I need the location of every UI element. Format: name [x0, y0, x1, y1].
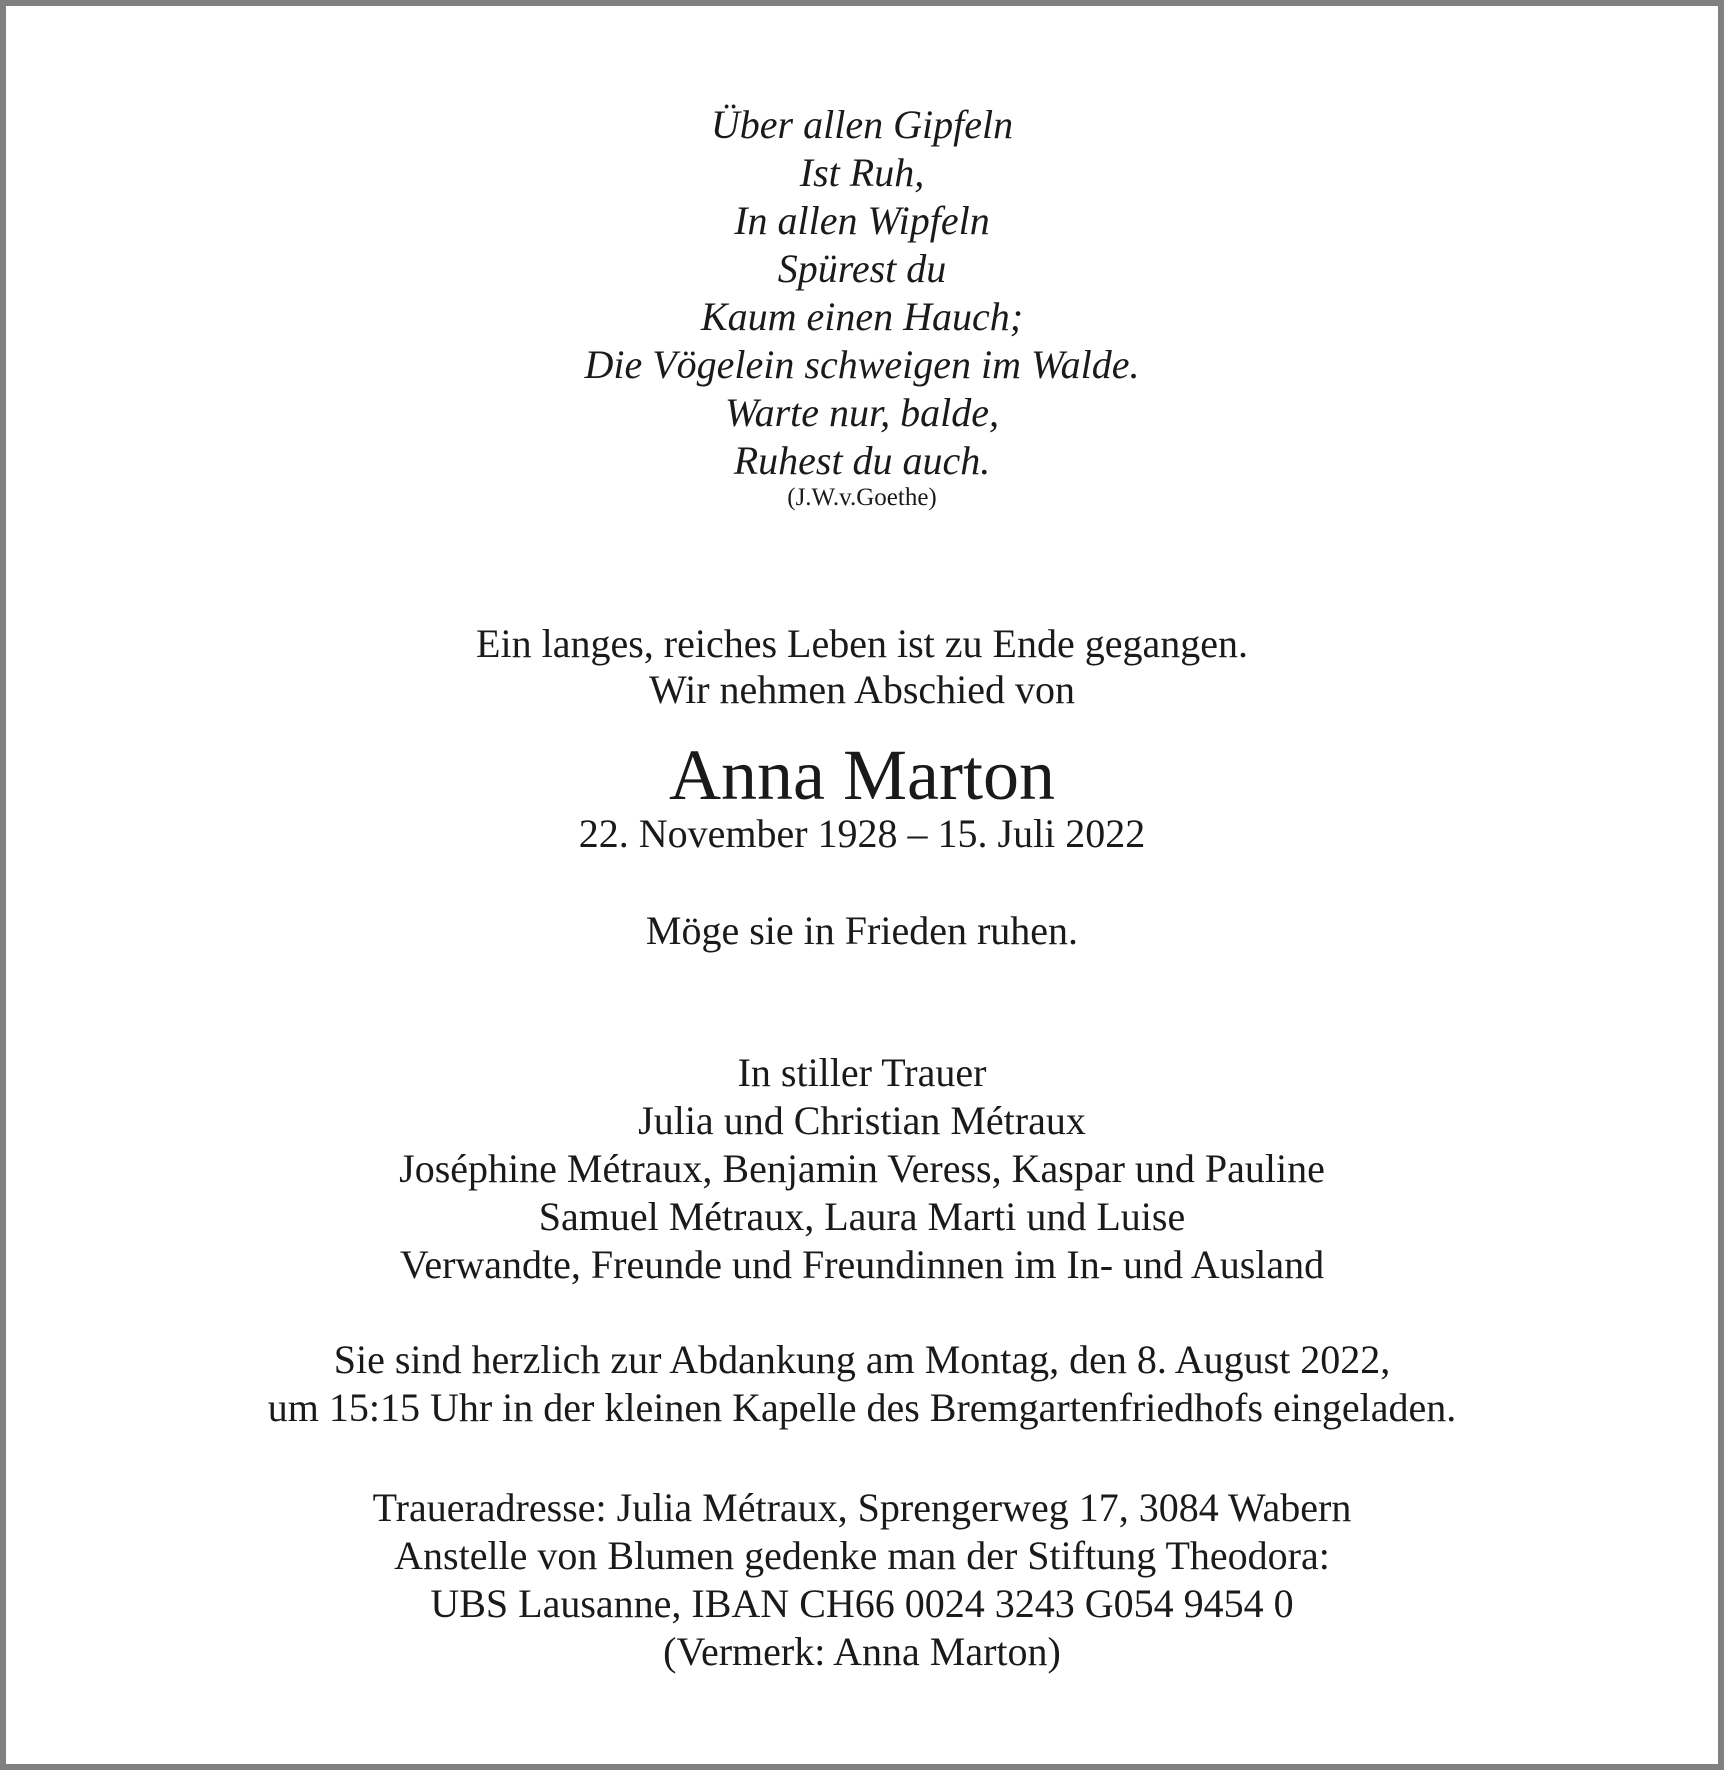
poem-line: Über allen Gipfeln	[710, 102, 1014, 147]
address-line-2: Anstelle von Blumen gedenke man der Stiftung Theodora:	[394, 1533, 1330, 1578]
intro-line-2: Wir nehmen Abschied von	[648, 667, 1076, 712]
poem-line: Ist Ruh,	[799, 150, 925, 195]
mourners-heading: In stiller Trauer	[737, 1050, 987, 1095]
poem-line: Ruhest du auch.	[733, 438, 991, 483]
service-line-2: um 15:15 Uhr in der kleinen Kapelle des Bremgartenfriedhofs eingeladen.	[267, 1385, 1457, 1430]
intro-text	[6, 621, 1718, 713]
poem-line: Kaum einen Hauch;	[700, 294, 1024, 339]
mourners-list	[6, 1049, 1718, 1289]
life-dates: 22. November 1928 – 15. Juli 2022	[578, 811, 1146, 856]
mourner-line: Joséphine Métraux, Benjamin Veress, Kaspar und Pauline	[399, 1146, 1325, 1191]
address-line-1: Traueradresse: Julia Métraux, Sprengerweg 17, 3084 Wabern	[372, 1485, 1352, 1530]
mourner-line: Samuel Métraux, Laura Marti und Luise	[538, 1194, 1186, 1239]
address-line-4: (Vermerk: Anna Marton)	[663, 1629, 1061, 1674]
address-line-3: UBS Lausanne, IBAN CH66 0024 3243 G054 9454 0	[430, 1581, 1294, 1626]
poem-line: Spürest du	[777, 246, 947, 291]
deceased-name: Anna Marton	[669, 735, 1055, 815]
rest-in-peace-text: Möge sie in Frieden ruhen.	[645, 908, 1079, 953]
service-line-1: Sie sind herzlich zur Abdankung am Montag, den 8. August 2022,	[333, 1337, 1391, 1382]
intro-line-1: Ein langes, reiches Leben ist zu Ende gegangen.	[476, 621, 1248, 666]
poem-line: Die Vögelein schweigen im Walde.	[584, 342, 1140, 387]
service-info	[6, 1336, 1718, 1432]
mourner-line: Julia und Christian Métraux	[638, 1098, 1086, 1143]
mourner-line: Verwandte, Freunde und Freundinnen im In- und Ausland	[399, 1242, 1325, 1287]
poem-line: Warte nur, balde,	[724, 390, 1000, 435]
poem	[6, 101, 1718, 513]
poem-author: (J.W.v.Goethe)	[787, 484, 937, 511]
mourning-address	[6, 1484, 1718, 1676]
poem-line: In allen Wipfeln	[734, 198, 990, 243]
